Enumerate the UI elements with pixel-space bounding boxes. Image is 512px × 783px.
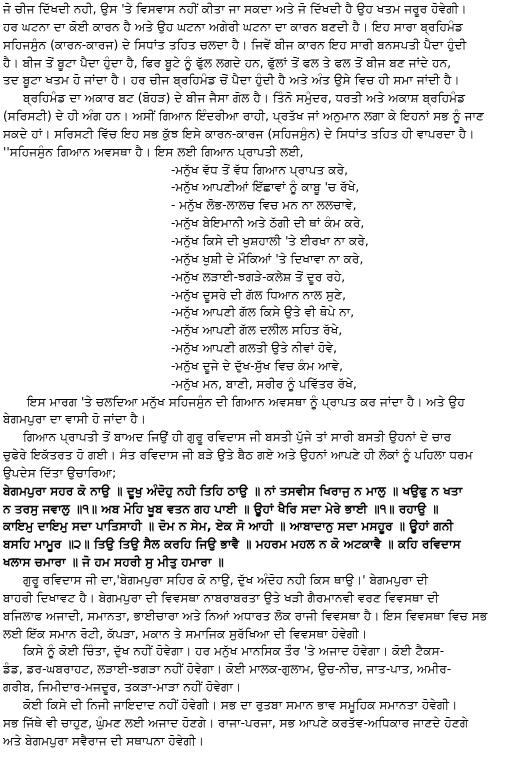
list-item: -ਮਨੁੱਖ ਦੂਸਰੇ ਦੀ ਗੱਲ ਧਿਆਨ ਨਾਲ ਸੁਣੇ, [171,287,346,302]
paragraph-line: ਜੋ ਚੀਜ ਦਿੱਖਦੀ ਨਹੀ, ਉਸ 'ਤੇ ਵਿਸਵਾਸ ਨਹੀਂ ਕੀਤਾ ਜਾ ਸਕਦਾ ਅਤੇ ਜੋ ਦਿੱਖਦੀ ਹੈ ਉਹ ਖਤਮ ਜਰੂਰ ਹੋਵੇਗੀ। [3,2,467,16]
paragraph-line: ਇਸ ਮਾਰਗ 'ਤੇ ਚਲਦਿਆ ਮਨੁੱਖ ਸਹਿਜਸੁੰਨ ਦੀ ਗਿਆਨ ਅਵਸਥਾ ਨੂੰ ਪ੍ਰਾਪਤ ਕਰ ਜਾਂਦਾ ਹੈ। ਅਤੇ ਉਹ [27,394,465,409]
list-item: -ਮਨੁੱਖ ਆਪਣੀ ਗੱਲ ਕਿਸੇ ਉਤੇ ਵੀ ਥੋਪੇ ਨਾ, [171,305,355,320]
paragraph-line: ਸਭ ਜਿੱਥੇ ਵੀ ਚਾਹੁਣ, ਘੁੰਮਣ ਲਈ ਅਜਾਦ ਹੋਣਗੇ। ਰਾਜਾ-ਪਰਜਾ, ਸਭ ਆਪਣੇ ਕਰਤੱਵ-ਅਧਿਕਾਰ ਜਾਣਦੇ ਹੋਣਗੇ [3,715,469,730]
paragraph-line: ਹਰ ਘਟਨਾ ਦਾ ਕੋਈ ਕਾਰਨ ਹੈ ਅਤੇ ਉਹ ਘਟਨਾ ਅਗੇਰੀ ਘਟਨਾ ਦਾ ਕਾਰਨ ਬਣਦੀ ਹੈ। ਇਹ ਸਾਰਾ ਬ੍ਰਹਿਮੰਡ [3,19,463,34]
shabad-line: ਬੇਗਮਪੁਰਾ ਸਹਰ ਕੋ ਨਾਉ ॥ ਦੂਖੁ ਅੰਦੋਹੁ ਨਹੀ ਤਿਹਿ ਠਾਉ ॥ ਨਾਂ ਤਸਵੀਸ ਖਿਰਾਜੁ ਨ ਮਾਲੁ ॥ ਖਉਫੁ ਨ ਖਤਾ [3,483,463,498]
list-item: -ਮਨੁੱਖ ਕਿਸੇ ਦੀ ਖੁਸ਼ਹਾਲੀ 'ਤੇ ਈਰਖਾ ਨਾ ਕਰੇ, [171,233,369,248]
list-item: -ਮਨੁੱਖ ਦੂਜੇ ਦੇ ਦੁੱਖ-ਸੁੱਖ ਵਿਚ ਕੰਮ ਆਵੇ, [171,358,343,373]
paragraph-line: ਸਕਦੇ ਹਾਂ। ਸਰਿਸਟੀ ਵਿੱਚ ਇਹ ਸਭ ਕੁੱਝ ਇਸੇ ਕਾਰਨ-ਕਾਰਜ (ਸਹਿਜਸੁੰਨ) ਦੇ ਸਿਧਾਂਤ ਤਹਿਤ ਹੀ ਵਾਪਰਦਾ ਹੈ। [3,126,475,141]
list-item: -ਮਨੁੱਖ ਖੁਸ਼ੀ ਦੇ ਮੌਕਿਆਂ 'ਤੇ ਦਿਖਾਵਾ ਨਾ ਕਰੇ, [171,251,364,266]
paragraph-line: ਲਈ ਇੱਕ ਸਮਾਨ ਰੋਟੀ, ਕੱਪੜਾ, ਮਕਾਨ ਤੇ ਸਮਾਜਿਕ ਸੁਰੱਖਿਆ ਦੀ ਵਿਵਸਥਾ ਹੋਵੇਗੀ। [3,626,368,641]
list-item: -ਮਨੁੱਖ ਬੇਇਮਾਨੀ ਅਤੇ ਠੱਗੀ ਦੀ ਥਾਂ ਕੰਮ ਕਰੇ, [171,216,365,231]
paragraph-line: ਬੇਗਮਪੁਰਾ ਦਾ ਵਾਸੀ ਹੋ ਜਾਂਦਾ ਹੈ। [3,412,146,427]
paragraph-line: ਗਰੀਬ, ਜਿਮੀਦਾਰ-ਮਜਦੂਰ, ਤਕੜਾ-ਮਾੜਾ ਨਹੀਂ ਹੋਵੇਗਾ। [3,680,242,695]
paragraph-line: ਗਿਆਨ ਪ੍ਰਾਪਤੀ ਤੋਂ ਬਾਅਦ ਜਿਉਂ ਹੀ ਗੁਰੂ ਰਵਿਦਾਸ ਜੀ ਬਸਤੀ ਪੁੱਜੇ ਤਾਂ ਸਾਰੀ ਬਸਤੀ ਉਹਨਾਂ ਦੇ ਚਾਰ [23,430,452,445]
shabad-line: ਨ ਤਰਸੁ ਜਵਾਲੁ ॥੧॥ ਅਬ ਮੋਹਿ ਖੂਬ ਵਤਨ ਗਹ ਪਾਈ ॥ ਊਹਾਂ ਖੈਰਿ ਸਦਾ ਮੇਰੇ ਭਾਈ ॥੧॥ ਰਹਾਉ ॥ [3,501,439,516]
paragraph-line: ਬ੍ਰਹਿਮੰਡ ਦਾ ਅਕਾਰ ਬਟ (ਬੋਹੜ) ਦੇ ਬੀਜ ਜੈਸਾ ਗੋਲ ਹੈ। ਤਿੰਨੋ ਸਮੁੰਦਰ, ਧਰਤੀ ਅਤੇ ਅਕਾਸ਼ ਬ੍ਰਹਿਮੰਡ [23,91,466,106]
paragraph-line: ਬਾਹਰੀ ਦਿਖਾਵਟ ਹੈ। ਬੇਗਮਪੁਰਾ ਦੀ ਵਿਵਸਥਾ ਨਾਬਰਾਬਰਤਾ ਉਤੇ ਖੜੀ ਗੈਰਮਾਨਵੀ ਵਰਣ ਵਿਵਸਥਾ ਦੀ [3,590,439,605]
paragraph-line: ਸਹਿਜਸੁੰਨ (ਕਾਰਨ-ਕਾਰਜ) ਦੇ ਸਿਧਾਂਤ ਤਹਿਤ ਚਲਦਾ ਹੈ। ਜਿਵੇਂ ਬੀਜ ਕਾਰਨ ਇਹ ਸਾਰੀ ਬਨਸਪਤੀ ਪੈਦਾ ਹੁੰਦੀ [3,37,467,52]
list-item: -ਮਨੁੱਖ ਵੱਧ ਤੋਂ ਵੱਧ ਗਿਆਨ ਪ੍ਰਾਪਤ ਕਰੇ, [171,162,349,177]
list-item: -ਮਨੁੱਖ ਮਨ, ਬਾਣੀ, ਸਰੀਰ ਨੂੰ ਪਵਿੱਤਰ ਰੱਖੇ, [171,376,357,391]
shabad-line: ਬਸਹਿ ਮਾਮੂਰ ॥੨॥ ਤਿਉ ਤਿਉ ਸੈਲ ਕਰਹਿ ਜਿਉ ਭਾਵੈ ॥ ਮਹਰਮ ਮਹਲ ਨ ਕੋ ਅਟਕਾਵੈ ॥ ਕਹਿ ਰਵਿਦਾਸ [3,537,461,552]
paragraph-line: ਕੋਈ ਕਿਸੇ ਦੀ ਨਿਜੀ ਜਾਇਦਾਦ ਨਹੀਂ ਹੋਵੇਗੀ। ਸਭ ਦਾ ਰੁਤਬਾ ਸਮਾਨ ਭਾਵ ਸਮੂਹਿਕ ਸਮਾਨਤਾ ਹੋਵੇਗੀ। [23,697,458,712]
list-item: -ਮਨੁੱਖ ਆਪਣੀ ਗਲਤੀ ਉਤੇ ਨੀਵਾਂ ਹੋਵੇ, [171,341,338,356]
paragraph-line: ਬਜਿਲਾਫ ਅਜਾਦੀ, ਸਮਾਨਤਾ, ਭਾਈਚਾਰਾ ਅਤੇ ਨਿਆਂ ਅਧਾਰਤ ਲੋਕ ਰਾਜੀ ਵਿਵਸਥਾ ਹੈ। ਇਸ ਵਿਵਸਥਾ ਵਿਚ ਸਭ [3,608,488,623]
paragraph-line: ਡੰਡ, ਡਰ-ਘਬਰਾਹਟ, ਲੜਾਈ-ਝਗੜਾ ਨਹੀਂ ਹੋਵੇਗਾ। ਕੋਈ ਮਾਲਕ-ਗੁਲਾਮ, ਉਚ-ਨੀਚ, ਜਾਤ-ਪਾਤ, ਅਮੀਰ- [3,662,452,677]
paragraph-line: ਹੈ। ਬੀਜ ਤੋਂ ਬੂਟਾ ਪੈਦਾ ਹੁੰਦਾ ਹੈ, ਫਿਰ ਬੂਟੇ ਨੂੰ ਫੁੱਲ ਲਗਦੇ ਹਨ, ਫੁੱਲਾਂ ਤੋਂ ਫਲ ਤੇ ਫਲ ਤੋਂ ਬੀਜ ਬਣ ਜਾਂਦੇ ਹਨ, [3,55,452,70]
paragraph-line: ''ਸਹਿਜਸੁੰਨ ਗਿਆਨ ਅਵਸਥਾ ਹੈ। ਇਸ ਲਈ ਗਿਆਨ ਪ੍ਰਾਪਤੀ ਲਈ, [3,144,304,159]
paragraph-line: ਅਤੇ ਬੇਗਮਪੁਰਾ ਸਵੈਰਾਜ ਦੀ ਸਥਾਪਨਾ ਹੋਵੇਗੀ। [3,733,204,748]
paragraph-line: ਉਪਦੇਸ ਦਿੱਤਾ ਉਚਾਰਿਆ; [3,465,117,480]
list-item: -ਮਨੁੱਖ ਆਪਣੀਆਂ ਇੱਛਾਵਾਂ ਨੂੰ ਕਾਬੂ 'ਚ ਰੱਖੇ, [171,180,360,195]
paragraph-line: ਤਦ ਬੂਟਾ ਖਤਮ ਹੋ ਜਾਂਦਾ ਹੈ। ਹਰ ਚੀਜ ਬ੍ਰਹਿਮੰਡ ਚੋਂ ਪੈਦਾ ਹੁੰਦੀ ਹੈ ਅਤੇ ਅੰਤ ਉਸੇ ਵਿਚ ਹੀ ਸਮਾ ਜਾਂਦੀ ਹੈ। [3,73,460,88]
paragraph-line: ਚੁਫੇਰੇ ਇਕੱਤਰਤ ਹੋ ਗਈ। ਸੰਤ ਰਵਿਦਾਸ ਜੀ ਬੜੇ ਉਤੇ ਬੈਠ ਗਏ ਅਤੇ ਉਹਨਾਂ ਆਪਣੇ ਹੀ ਲੋਕਾਂ ਨੂੰ ਪਹਿਲਾ ਧਰਮ [3,448,473,463]
shabad-line: ਖਲਾਸ ਚਮਾਰਾ ॥ ਜੋ ਹਮ ਸਹਰੀ ਸੁ ਮੀਤੁ ਹਮਾਰਾ ॥ [3,555,224,570]
paragraph-line: ਕਿਸੇ ਨੂੰ ਕੋਈ ਚਿੰਤਾ, ਦੁੱਖ ਨਹੀਂ ਹੋਵੇਗਾ। ਹਰ ਮਨੁੱਖ ਮਾਨਸਿਕ ਤੌਰ 'ਤੇ ਅਜਾਦ ਹੋਵੇਗਾ। ਕੋਈ ਟੈਕਸ- [23,644,445,659]
shabad-line: ਕਾਇਮੁ ਦਾਇਮੁ ਸਦਾ ਪਾਤਿਸਾਹੀ ॥ ਦੋਮ ਨ ਸੇਮ, ਏਕ ਸੋ ਆਹੀ ॥ ਆਬਾਦਾਨੁ ਸਦਾ ਮਸਹੂਰ ॥ ਊਹਾਂ ਗਨੀ [3,519,454,534]
paragraph-line: (ਸਰਿਸਟੀ) ਦੇ ਹੀ ਅੰਗ ਹਨ। ਅਸੀਂ ਗਿਆਨ ਇੰਦਰੀਆ ਰਾਹੀ, ਪ੍ਰਤੱਖ ਜਾਂ ਅਨੁਮਾਨ ਲਗਾ ਕੇ ਇਹਨਾਂ ਸਭ ਨੂੰ ਜਾਣ [3,109,484,124]
paragraph-line: ਗੁਰੂ ਰਵਿਦਾਸ ਜੀ ਦਾ,'ਬੇਗਮਪੁਰਾ ਸਹਿਰ ਕੋ ਨਾਉ, ਦੁੱਖ ਅੰਦੋਹ ਨਹੀ ਕਿਸ ਥਾਉ।' ਬੇਗਮਪੁਰਾ ਦੀ [23,573,429,587]
list-item: - ਮਨੁੱਖ ਲੋਭ-ਲਾਲਚ ਵਿਚ ਮਨ ਨਾ ਲਲਚਾਵੇ, [171,198,357,213]
list-item: -ਮਨੁੱਖ ਲੜਾਈ-ਝਗੜੇ-ਕਲੇਸ਼ ਤੋਂ ਦੂਰ ਰਹੇ, [171,269,346,284]
list-item: -ਮਨੁੱਖ ਆਪਣੀ ਗੱਲ ਦਲੀਲ ਸਹਿਤ ਰੱਖੇ, [171,323,343,338]
